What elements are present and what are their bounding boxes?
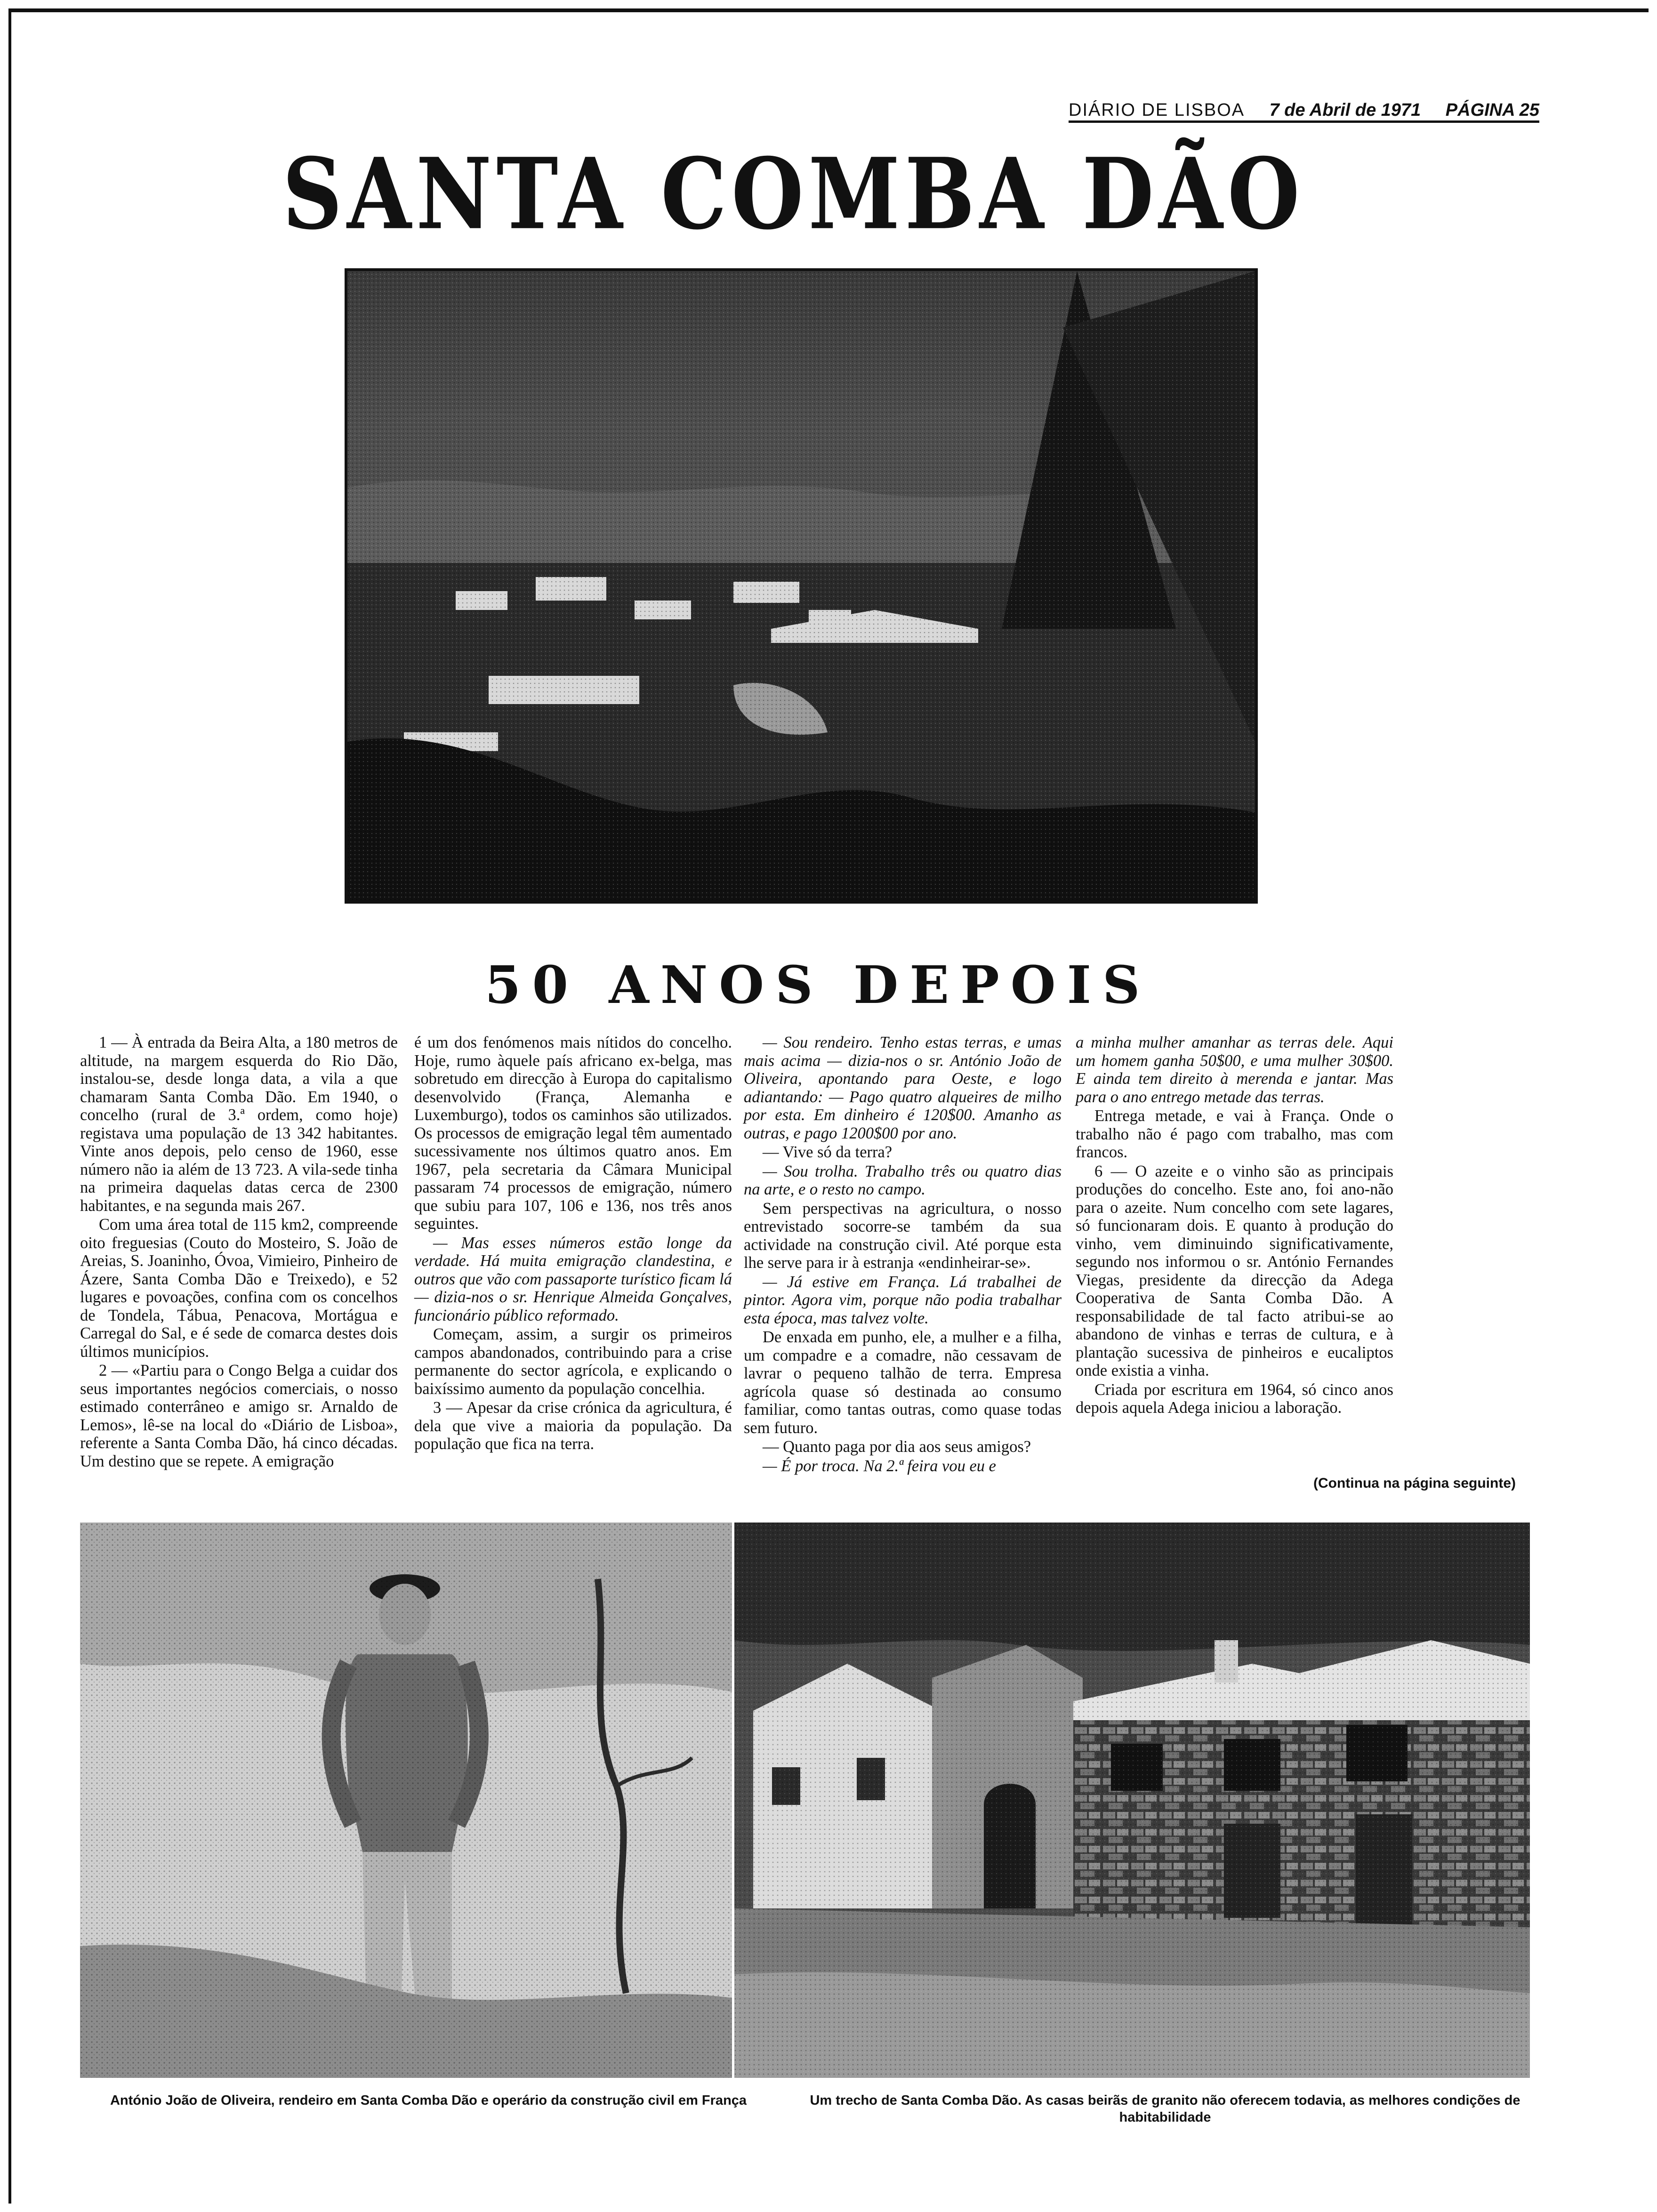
- paragraph: — Sou trolha. Trabalho três ou quatro dias na arte, e o resto no campo.: [744, 1162, 1062, 1198]
- text-column-1: [80, 1034, 398, 1471]
- issue-date: 7 de Abril de 1971: [1269, 100, 1421, 120]
- paragraph: Começam, assim, a surgir os primeiros campos abandonados, contribuindo para a crise permanente do sector agrícola, e explicando o baixíssimo aumento da população concelhia.: [414, 1325, 732, 1398]
- paragraph: 6 — O azeite e o vinho são as principais produções do concelho. Este ano, foi ano-não para o azeite. Num concelho com sete lagares, só funcionaram dois. E quanto à produção do vinho, vem diminuindo significativamente, segundo nos informou o sr. António Fernandes Viegas, presidente da direcção da Adega Cooperativa de Santa Comba Dão. A responsabilidade de tal facto atribui-se ao abandono de vinhas e terras de cultura, e à plantação sucessiva de pinheiros e eucaliptos onde existia a vinha.: [1076, 1162, 1393, 1379]
- paragraph: Com uma área total de 115 km2, compreende oito freguesias (Couto do Mosteiro, S. João de Areias, S. Joaninho, Óvoa, Vimieiro, Pinheiro de Ázere, Santa Comba Dão e Treixedo), e 52 lugares e povoações, confina com os concelhos de Tondela, Tábua, Penacova, Mortágua e Carregal do Sal, e é sede de comarca destes dois últimos municípios.: [80, 1216, 398, 1361]
- article-subtitle: 50 ANOS DEPOIS: [485, 954, 1151, 1015]
- continued-note: (Continua na página seguinte): [1313, 1475, 1516, 1491]
- paragraph: 2 — «Partiu para o Congo Belga a cuidar dos seus importantes negócios comerciais, o nosso estimado conterrâneo e amigo sr. Arnaldo de Lemos», lê-se na local do «Diário de Lisboa», referente a Santa Comba Dão, há cinco décadas. Um destino que se repete. A emigração: [80, 1362, 398, 1470]
- portrait-photo: [80, 1523, 732, 2078]
- paragraph: a minha mulher amanhar as terras dele. Aqui um homem ganha 50$00, e uma mulher 30$00. E ainda tem direito à merenda e jantar. Mas para o ano entrego metade das terras.: [1076, 1034, 1393, 1106]
- paragraph: 3 — Apesar da crise crónica da agricultura, é dela que vive a maioria da população. Da população que fica na terra.: [414, 1399, 732, 1453]
- paragraph: 1 — À entrada da Beira Alta, a 180 metros de altitude, na margem esquerda do Rio Dão, instalou-se, desde longa data, a vila a que chamaram Santa Comba Dão. Em 1940, o concelho (rural de 3.ª ordem, como hoje) registava uma população de 13 342 habitantes. Vinte anos depois, pelo censo de 1960, esse número não ia além de 13 723. A vila-sede tinha na primeira daquelas datas cerca de 2300 habitantes, e na segunda mais 267.: [80, 1034, 398, 1215]
- caption-left: António João de Oliveira, rendeiro em Santa Comba Dão e operário da construção civil em França: [110, 2093, 747, 2108]
- masthead: [1069, 92, 1539, 123]
- text-column-2: [414, 1034, 732, 1454]
- paragraph: De enxada em punho, ele, a mulher e a filha, um compadre e a comadre, não cessavam de lavrar o pequeno talhão de terra. Empresa agrícola quase só destinada ao consumo familiar, como tantas outras, como quase todas sem futuro.: [744, 1328, 1062, 1437]
- caption-right: Um trecho de Santa Comba Dão. As casas beirãs de granito não oferecem todavia, as melhores condições de habitabilidade: [810, 2093, 1520, 2125]
- paragraph: — Sou rendeiro. Tenho estas terras, e umas mais acima — dizia-nos o sr. António João de Oliveira, apontando para Oeste, e logo adiantando: — Pago quatro alqueires de milho por esta. Em dinheiro é 120$00. Amanho as outras, e pago 1200$00 por ano.: [744, 1034, 1062, 1142]
- newspaper-name: DIÁRIO DE LISBOA: [1069, 100, 1245, 120]
- article-title: SANTA COMBA DÃO: [282, 136, 1304, 252]
- paragraph: — Quanto paga por dia aos seus amigos?: [763, 1438, 1031, 1456]
- text-column-3: [744, 1034, 1062, 1476]
- paragraph: é um dos fenómenos mais nítidos do concelho. Hoje, rumo àquele país africano ex-belga, mas sobretudo em direcção à Europa do capitalismo desenvolvido (França, Alemanha e Luxemburgo), todos os caminhos são utilizados. Os processos de emigração legal têm aumentado sucessivamente nos últimos quatro anos. Em 1967, pela secretaria da Câmara Municipal passaram 74 processos de emigração, número que subiu para 107, 106 e 136, nos três anos seguintes.: [414, 1034, 732, 1233]
- paragraph: Entrega metade, e vai à França. Onde o trabalho não é pago com trabalho, mas com francos.: [1076, 1107, 1393, 1161]
- paragraph: Criada por escritura em 1964, só cinco anos depois aquela Adega iniciou a laboração.: [1076, 1380, 1393, 1417]
- paragraph: — É por troca. Na 2.ª feira vou eu e: [763, 1457, 996, 1475]
- paragraph: — Já estive em França. Lá trabalhei de pintor. Agora vim, porque não podia trabalhar esta época, mas talvez volte.: [744, 1273, 1062, 1327]
- landscape-photo: [345, 268, 1258, 904]
- street-photo: [734, 1523, 1530, 2078]
- paragraph: Sem perspectivas na agricultura, o nosso entrevistado socorre-se também da sua actividade na construção civil. Até porque esta lhe serve para ir à estranja «endinheirar-se».: [744, 1199, 1062, 1272]
- paragraph: — Vive só da terra?: [763, 1143, 893, 1161]
- page-number: PÁGINA 25: [1445, 100, 1539, 120]
- paragraph: — Mas esses números estão longe da verdade. Há muita emigração clandestina, e outros que vão com passaporte turístico ficam lá — dizia-nos o sr. Henrique Almeida Gonçalves, funcionário público reformado.: [414, 1234, 732, 1324]
- text-column-4: [1076, 1034, 1393, 1418]
